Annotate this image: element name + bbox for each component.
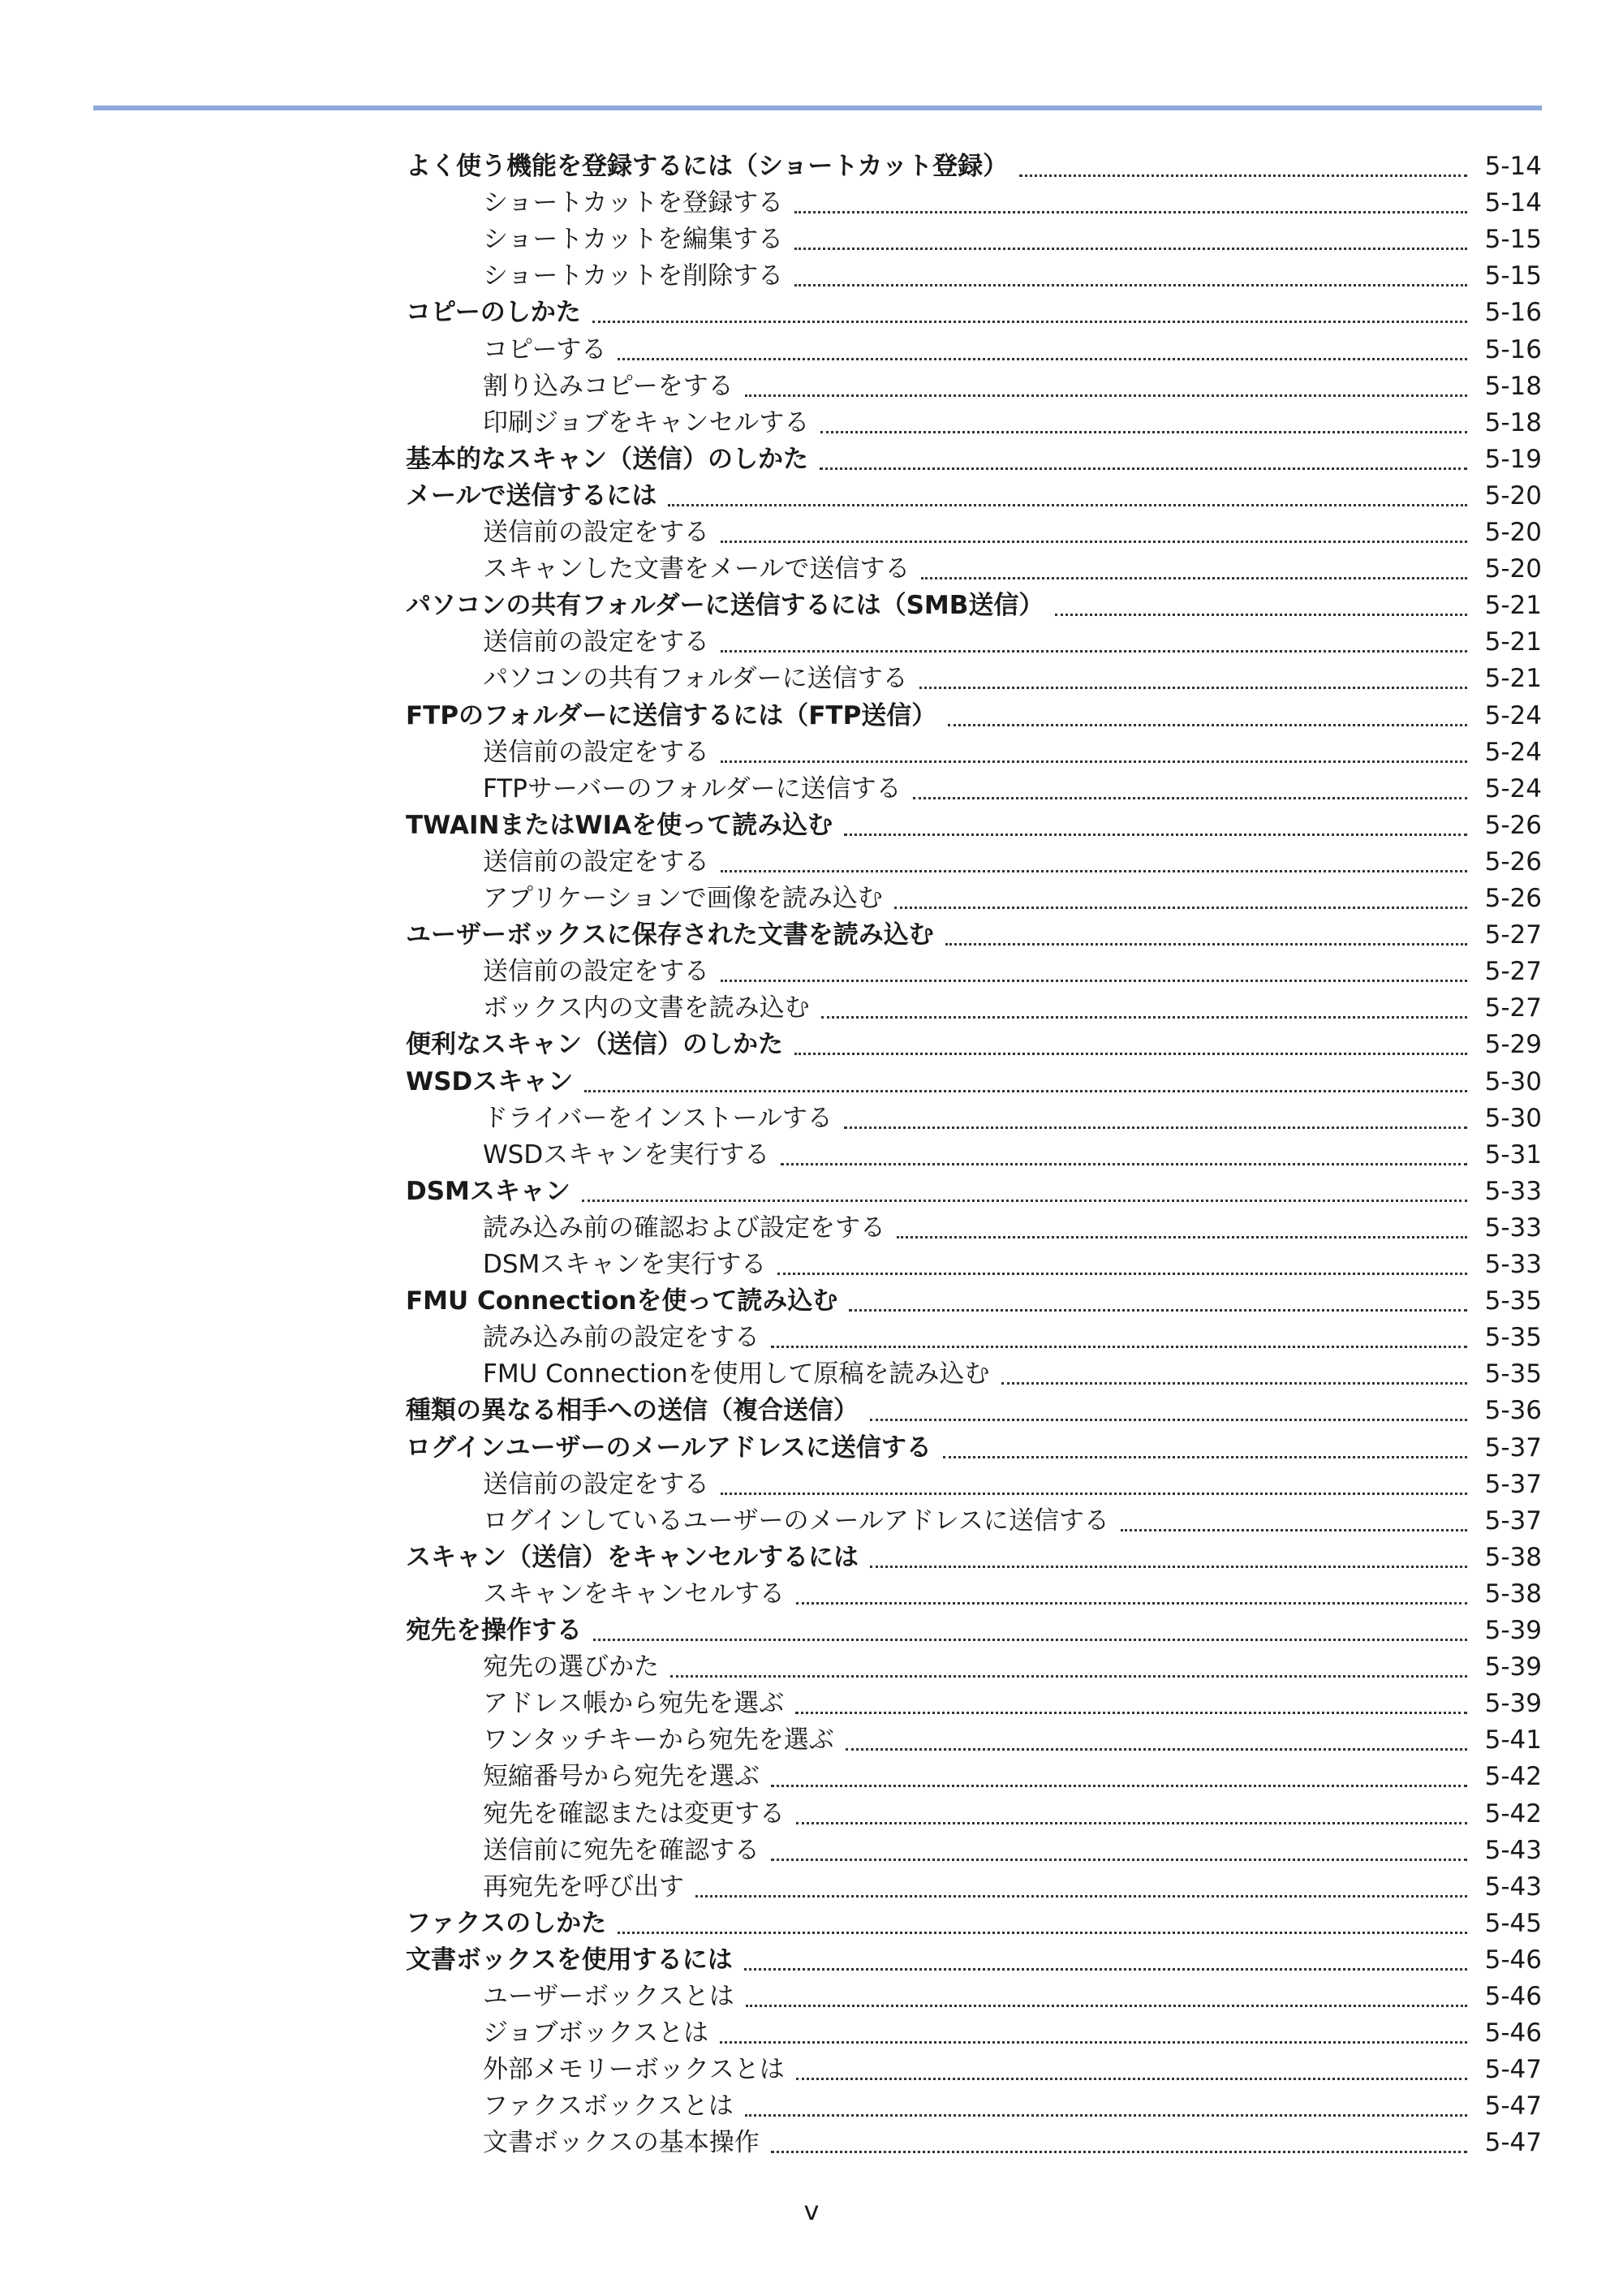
- toc-entry-section[interactable]: [483, 2125, 1542, 2161]
- toc-entry-page: 5-18: [1484, 407, 1542, 437]
- toc-entry-section[interactable]: [483, 515, 1542, 551]
- toc-entry-section[interactable]: [483, 2015, 1542, 2052]
- toc-entry-title: 便利なスキャン（送信）のしかた: [406, 1030, 783, 1060]
- toc-entry-chapter[interactable]: [406, 1393, 1542, 1429]
- toc-entry-title: パソコンの共有フォルダーに送信する: [483, 664, 908, 694]
- toc-entry-page: 5-18: [1484, 371, 1542, 401]
- toc-entry-page: 5-42: [1484, 1762, 1542, 1792]
- toc-entry-title: よく使う機能を登録するには（ショートカット登録）: [406, 152, 1009, 181]
- toc-entry-section[interactable]: [483, 222, 1542, 258]
- toc-entry-page: 5-15: [1484, 225, 1542, 255]
- toc-entry-page: 5-27: [1484, 920, 1542, 950]
- toc-entry-title: 送信前の設定をする: [483, 518, 709, 547]
- toc-entry-section[interactable]: [483, 734, 1542, 771]
- toc-dot-leader: [844, 808, 1467, 844]
- toc-entry-section[interactable]: [483, 1649, 1542, 1686]
- toc-entry-page: 5-20: [1484, 518, 1542, 547]
- toc-entry-title: FMU Connectionを使って読み込む: [406, 1286, 838, 1316]
- toc-entry-page: 5-38: [1484, 1542, 1542, 1572]
- toc-entry-page: 5-33: [1484, 1213, 1542, 1243]
- toc-entry-title: 送信前の設定をする: [483, 1469, 709, 1499]
- toc-dot-leader: [771, 2125, 1467, 2161]
- toc-dot-leader: [771, 1320, 1467, 1356]
- toc-entry-page: 5-14: [1484, 152, 1542, 181]
- toc-entry-title: 割り込みコピーをする: [483, 371, 734, 401]
- toc-entry-title: スキャンした文書をメールで送信する: [483, 554, 911, 584]
- toc-entry-chapter[interactable]: [406, 1942, 1542, 1979]
- toc-dot-leader: [721, 734, 1467, 771]
- toc-dot-leader: [592, 295, 1467, 331]
- toc-entry-title: 基本的なスキャン（送信）のしかた: [406, 444, 808, 474]
- toc-entry-page: 5-24: [1484, 773, 1542, 803]
- toc-entry-chapter[interactable]: [406, 442, 1542, 478]
- toc-dot-leader: [618, 1906, 1467, 1942]
- toc-entry-section[interactable]: [483, 1576, 1542, 1613]
- toc-dot-leader: [777, 1247, 1467, 1283]
- toc-dot-leader: [781, 1137, 1467, 1174]
- toc-entry-chapter[interactable]: [406, 478, 1542, 515]
- toc-dot-leader: [945, 917, 1467, 954]
- toc-entry-title: 種類の異なる相手への送信（複合送信）: [406, 1396, 859, 1426]
- toc-entry-title: 印刷ジョブをキャンセルする: [483, 407, 810, 437]
- toc-entry-page: 5-42: [1484, 1798, 1542, 1829]
- toc-entry-title: ファクスボックスとは: [483, 2091, 734, 2122]
- toc-dot-leader: [897, 1210, 1467, 1247]
- toc-entry-section[interactable]: [483, 624, 1542, 661]
- toc-entry-chapter[interactable]: [406, 1027, 1542, 1063]
- toc-entry-page: 5-46: [1484, 1982, 1542, 2011]
- toc-dot-leader: [948, 698, 1467, 734]
- toc-entry-title: アドレス帳から宛先を選ぶ: [483, 1689, 785, 1719]
- toc-entry-page: 5-19: [1484, 444, 1542, 474]
- toc-entry-chapter[interactable]: [406, 1174, 1542, 1210]
- toc-entry-title: コピーのしかた: [406, 298, 581, 328]
- toc-dot-leader: [670, 1649, 1467, 1686]
- toc-entry-chapter[interactable]: [406, 1613, 1542, 1649]
- toc-entry-section[interactable]: [483, 368, 1542, 405]
- toc-entry-section[interactable]: [483, 1101, 1542, 1137]
- toc-entry-page: 5-20: [1484, 554, 1542, 584]
- toc-dot-leader: [794, 185, 1467, 222]
- toc-entry-section[interactable]: [483, 1869, 1542, 1906]
- toc-entry-chapter[interactable]: [406, 1064, 1542, 1101]
- toc-entry-section[interactable]: [483, 844, 1542, 881]
- toc-dot-leader: [849, 1283, 1467, 1320]
- toc-entry-title: ワンタッチキーから宛先を選ぶ: [483, 1725, 834, 1755]
- toc-entry-title: 送信前に宛先を確認する: [483, 1835, 760, 1865]
- toc-entry-section[interactable]: [483, 1722, 1542, 1759]
- toc-dot-leader: [796, 2052, 1467, 2088]
- toc-entry-page: 5-38: [1484, 1579, 1542, 1609]
- toc-entry-chapter[interactable]: [406, 149, 1542, 185]
- toc-entry-page: 5-47: [1484, 2055, 1542, 2085]
- toc-dot-leader: [913, 771, 1467, 808]
- toc-entry-section[interactable]: [483, 405, 1542, 442]
- toc-entry-title: ログインしているユーザーのメールアドレスに送信する: [483, 1506, 1109, 1536]
- toc-entry-title: パソコンの共有フォルダーに送信するには（SMB送信）: [406, 591, 1044, 621]
- toc-entry-title: 送信前の設定をする: [483, 627, 709, 657]
- page-number: v: [803, 2195, 820, 2226]
- toc-entry-section[interactable]: [483, 1247, 1542, 1283]
- toc-dot-leader: [745, 368, 1467, 405]
- toc-dot-leader: [745, 2088, 1467, 2125]
- toc-entry-page: 5-27: [1484, 957, 1542, 987]
- toc-entry-page: 5-21: [1484, 627, 1542, 657]
- toc-entry-section[interactable]: [483, 551, 1542, 588]
- toc-entry-chapter[interactable]: [406, 1906, 1542, 1942]
- toc-entry-title: 外部メモリーボックスとは: [483, 2055, 785, 2085]
- toc-entry-section[interactable]: [483, 1979, 1542, 2015]
- toc-entry-page: 5-26: [1484, 884, 1542, 913]
- toc-entry-title: 文書ボックスの基本操作: [483, 2128, 760, 2158]
- toc-dot-leader: [820, 405, 1467, 442]
- toc-entry-section[interactable]: [483, 332, 1542, 368]
- toc-entry-page: 5-43: [1484, 1835, 1542, 1865]
- toc-entry-title: 宛先を確認または変更する: [483, 1798, 785, 1829]
- toc-entry-section[interactable]: [483, 771, 1542, 808]
- toc-dot-leader: [794, 1027, 1467, 1063]
- toc-dot-leader: [894, 881, 1467, 917]
- toc-entry-section[interactable]: [483, 1320, 1542, 1356]
- toc-entry-page: 5-26: [1484, 810, 1542, 840]
- toc-entry-chapter[interactable]: [406, 295, 1542, 331]
- toc-dot-leader: [796, 1576, 1467, 1613]
- toc-dot-leader: [919, 661, 1467, 697]
- toc-entry-title: ファクスのしかた: [406, 1908, 607, 1938]
- toc-entry-title: WSDスキャンを実行する: [483, 1139, 770, 1170]
- toc-entry-page: 5-45: [1484, 1908, 1542, 1938]
- toc-entry-title: FMU Connectionを使用して原稿を読み込む: [483, 1359, 990, 1389]
- toc-entry-page: 5-21: [1484, 591, 1542, 621]
- toc-entry-title: FTPのフォルダーに送信するには（FTP送信）: [406, 700, 937, 730]
- toc-dot-leader: [921, 551, 1467, 588]
- toc-entry-chapter[interactable]: [406, 917, 1542, 954]
- toc-entry-section[interactable]: [483, 954, 1542, 990]
- toc-entry-page: 5-46: [1484, 2018, 1542, 2048]
- toc-dot-leader: [746, 1979, 1467, 2015]
- toc-entry-page: 5-24: [1484, 737, 1542, 767]
- toc-dot-leader: [795, 1686, 1467, 1722]
- toc-dot-leader: [721, 1467, 1467, 1503]
- toc-entry-page: 5-47: [1484, 2128, 1542, 2158]
- toc-dot-leader: [593, 1613, 1467, 1649]
- toc-entry-chapter[interactable]: [406, 698, 1542, 734]
- toc-entry-title: 送信前の設定をする: [483, 957, 709, 987]
- toc-entry-section[interactable]: [483, 1356, 1542, 1393]
- toc-entry-page: 5-15: [1484, 261, 1542, 291]
- toc-entry-section[interactable]: [483, 1210, 1542, 1247]
- header-rule: [93, 106, 1542, 110]
- toc-entry-section[interactable]: [483, 661, 1542, 697]
- toc-dot-leader: [771, 1759, 1467, 1795]
- toc-dot-leader: [870, 1540, 1467, 1576]
- toc-entry-title: DSMスキャンを実行する: [483, 1250, 767, 1279]
- toc-entry-title: スキャンをキャンセルする: [483, 1579, 785, 1609]
- toc-dot-leader: [796, 1796, 1467, 1833]
- toc-entry-title: 短縮番号から宛先を選ぶ: [483, 1762, 760, 1792]
- toc-entry-page: 5-46: [1484, 1945, 1542, 1975]
- toc-entry-title: ショートカットを登録する: [483, 188, 784, 218]
- toc-entry-page: 5-41: [1484, 1725, 1542, 1755]
- toc-entry-page: 5-16: [1484, 334, 1542, 364]
- toc-entry-section[interactable]: [483, 185, 1542, 222]
- toc-entry-page: 5-35: [1484, 1359, 1542, 1389]
- toc-dot-leader: [582, 1174, 1467, 1210]
- toc-entry-page: 5-20: [1484, 480, 1542, 510]
- toc-entry-title: 再宛先を呼び出す: [483, 1872, 684, 1902]
- toc-entry-title: 読み込み前の確認および設定をする: [483, 1213, 885, 1243]
- toc-entry-page: 5-36: [1484, 1396, 1542, 1426]
- toc-entry-title: メールで送信するには: [406, 480, 657, 510]
- toc-entry-chapter[interactable]: [406, 588, 1542, 624]
- toc-entry-page: 5-35: [1484, 1323, 1542, 1353]
- toc-entry-page: 5-39: [1484, 1689, 1542, 1719]
- toc-dot-leader: [794, 258, 1467, 295]
- toc-dot-leader: [744, 1942, 1467, 1979]
- toc-dot-leader: [794, 222, 1467, 258]
- toc-entry-section[interactable]: [483, 1833, 1542, 1869]
- toc-entry-page: 5-39: [1484, 1616, 1542, 1645]
- toc-entry-chapter[interactable]: [406, 1283, 1542, 1320]
- toc-entry-title: TWAINまたはWIAを使って読み込む: [406, 810, 833, 840]
- toc-entry-section[interactable]: [483, 1686, 1542, 1722]
- toc-dot-leader: [820, 442, 1467, 478]
- toc-entry-section[interactable]: [483, 1137, 1542, 1174]
- toc-entry-page: 5-37: [1484, 1469, 1542, 1499]
- toc-dot-leader: [584, 1064, 1467, 1101]
- toc-dot-leader: [1121, 1503, 1467, 1540]
- toc-dot-leader: [618, 332, 1467, 368]
- toc-entry-title: ショートカットを削除する: [483, 261, 784, 291]
- toc-entry-title: ショートカットを編集する: [483, 225, 784, 255]
- toc-entry-page: 5-30: [1484, 1066, 1542, 1096]
- toc-entry-page: 5-37: [1484, 1432, 1542, 1462]
- toc-entry-chapter[interactable]: [406, 1540, 1542, 1576]
- toc-dot-leader: [695, 1869, 1467, 1906]
- toc-entry-title: DSMスキャン: [406, 1176, 570, 1206]
- toc-entry-title: スキャン（送信）をキャンセルするには: [406, 1542, 859, 1572]
- toc-entry-title: WSDスキャン: [406, 1066, 574, 1096]
- toc-dot-leader: [821, 990, 1467, 1027]
- toc-dot-leader: [1019, 149, 1467, 185]
- toc-entry-section[interactable]: [483, 1503, 1542, 1540]
- toc-entry-page: 5-27: [1484, 993, 1542, 1023]
- toc-entry-title: ドライバーをインストールする: [483, 1103, 833, 1133]
- toc-entry-page: 5-47: [1484, 2091, 1542, 2122]
- toc-dot-leader: [1001, 1356, 1467, 1393]
- toc-dot-leader: [846, 1722, 1467, 1759]
- toc-entry-page: 5-33: [1484, 1176, 1542, 1206]
- toc-entry-title: 読み込み前の設定をする: [483, 1323, 760, 1353]
- toc-dot-leader: [771, 1833, 1467, 1869]
- toc-entry-title: コピーする: [483, 334, 607, 364]
- toc-entry-section[interactable]: [483, 258, 1542, 295]
- toc-entry-title: FTPサーバーのフォルダーに送信する: [483, 773, 902, 803]
- toc-entry-title: 送信前の設定をする: [483, 737, 709, 767]
- toc-entry-title: ログインユーザーのメールアドレスに送信する: [406, 1432, 932, 1462]
- toc-entry-chapter[interactable]: [406, 808, 1542, 844]
- toc-entry-page: 5-31: [1484, 1139, 1542, 1170]
- toc-entry-title: 宛先の選びかた: [483, 1652, 659, 1682]
- toc-entry-page: 5-43: [1484, 1872, 1542, 1902]
- toc-entry-page: 5-14: [1484, 188, 1542, 218]
- toc-entry-page: 5-21: [1484, 664, 1542, 694]
- toc-entry-section[interactable]: [483, 2088, 1542, 2125]
- toc-dot-leader: [721, 844, 1467, 881]
- toc-entry-title: ユーザーボックスに保存された文書を読み込む: [406, 920, 934, 950]
- toc-entry-title: アプリケーションで画像を読み込む: [483, 884, 883, 913]
- toc-entry-title: ジョブボックスとは: [483, 2018, 709, 2048]
- toc-entry-page: 5-30: [1484, 1103, 1542, 1133]
- toc-dot-leader: [844, 1101, 1467, 1137]
- toc-dot-leader: [720, 2015, 1467, 2052]
- toc-entry-page: 5-39: [1484, 1652, 1542, 1682]
- toc-entry-section[interactable]: [483, 881, 1542, 917]
- toc-entry-page: 5-37: [1484, 1506, 1542, 1536]
- toc-entry-section[interactable]: [483, 1467, 1542, 1503]
- toc-entry-section[interactable]: [483, 1759, 1542, 1795]
- toc-entry-section[interactable]: [483, 990, 1542, 1027]
- toc-entry-page: 5-24: [1484, 700, 1542, 730]
- toc-entry-page: 5-33: [1484, 1250, 1542, 1279]
- toc-dot-leader: [668, 478, 1467, 515]
- toc-dot-leader: [721, 954, 1467, 990]
- toc-entry-title: 送信前の設定をする: [483, 846, 709, 877]
- toc-dot-leader: [870, 1393, 1467, 1429]
- toc-entry-chapter[interactable]: [406, 1430, 1542, 1467]
- toc-entry-section[interactable]: [483, 2052, 1542, 2088]
- toc-entry-page: 5-16: [1484, 298, 1542, 328]
- toc-entry-title: ユーザーボックスとは: [483, 1982, 734, 2011]
- toc-entry-title: ボックス内の文書を読み込む: [483, 993, 810, 1023]
- toc-dot-leader: [1055, 588, 1467, 624]
- toc-entry-page: 5-29: [1484, 1030, 1542, 1060]
- toc-entry-page: 5-26: [1484, 846, 1542, 877]
- toc-dot-leader: [943, 1430, 1467, 1467]
- toc-entry-section[interactable]: [483, 1796, 1542, 1833]
- toc-entry-page: 5-35: [1484, 1286, 1542, 1316]
- toc-entry-title: 文書ボックスを使用するには: [406, 1945, 733, 1975]
- toc-dot-leader: [721, 515, 1467, 551]
- toc-dot-leader: [721, 624, 1467, 661]
- toc-entry-title: 宛先を操作する: [406, 1616, 582, 1645]
